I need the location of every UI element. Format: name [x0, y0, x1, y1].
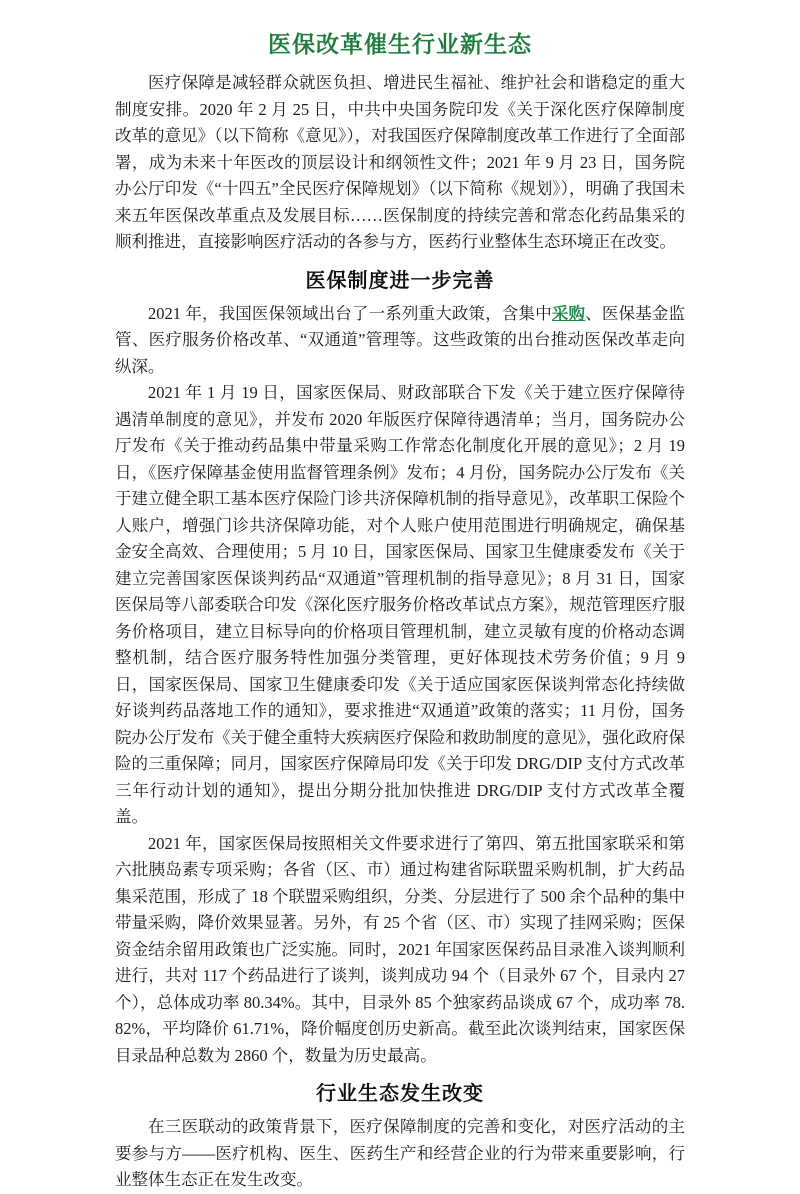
section-heading-industry-ecology: 行业生态发生改变: [316, 1083, 484, 1105]
document-page: [0, 26, 800, 1189]
policy-text-before-link: 2021 年，我国医保领域出台了一系列重大政策，含集中: [148, 303, 552, 323]
ecosystem-paragraph: 在三医联动的政策背景下，医疗保障制度的完善和变化，对医疗活动的主要参与方——医疗机构、医生、医药生产和经营企业的行为带来重要影响，行业整体生态正在发生改变。: [115, 1117, 685, 1189]
policy-text-after-link: 、医保基金监管、医疗服务价格改革、“双通道”管理等。这些政策的出台推动医保改革走向纵深。: [115, 303, 686, 376]
page-title: 医保改革催生行业新生态: [268, 32, 532, 57]
intro-paragraph: 医疗保障是减轻群众就医负担、增进民生福祉、维护社会和谐稳定的重大制度安排。2020 年 2 月 25 日，中共中央国务院印发《关于深化医疗保障制度改革的意见》（以下简称《意见》），对我国医疗保障制度改革工作进行了全面部署，成为未来十年医改的顶层设计和纲领性文件；2021 年 9 月 23 日，国务院办公厅印发《“十四五”全民医疗保障规划》（以下简称《规划》），明确了我国未来五年医保改革重点及发展目标……医保制度的持续完善和常态化药品集采的顺利推进，直接影响医疗活动的各参与方，医药行业整体生态环境正在改变。: [115, 73, 685, 251]
procurement-link[interactable]: 采购: [551, 303, 586, 323]
document-body: [115, 70, 685, 1194]
section-heading-insurance-system: 医保制度进一步完善: [305, 269, 495, 292]
results-paragraph: 2021 年，国家医保局按照相关文件要求进行了第四、第五批国家联采和第六批胰岛素专项采购；各省（区、市）通过构建省际联盟采购机制，扩大药品集采范围，形成了 18 个联盟采购组织，分类、分层进行了 500 余个品种的集中带量采购，降价效果显著。另外，有 25 个省（区、市）实现了挂网采购；医保资金结余留用政策也广泛实施。同时，2021 年国家医保药品目录准入谈判顺利进行，共对 117 个药品进行了谈判，谈判成功 94 个（目录外 67 个，目录内 27 个），总体成功率 80.34%。其中，目录外 85 个独家药品谈成 67 个，成功率 78.82%，平均降价 61.71%，降价幅度创历史新高。截至此次谈判结束，国家医保目录品种总数为 2860 个，数量为历史最高。: [115, 833, 685, 1065]
timeline-paragraph: 2021 年 1 月 19 日，国家医保局、财政部联合下发《关于建立医疗保障待遇清单制度的意见》，并发布 2020 年版医疗保障待遇清单；当月，国务院办公厅发布《关于推动药品集中带量采购工作常态化制度化开展的意见》；2 月 19 日，《医疗保障基金使用监督管理条例》发布；4 月份，国务院办公厅发布《关于建立健全职工基本医疗保险门诊共济保障机制的指导意见》，改革职工保险个人账户，增强门诊共济保障功能，对个人账户使用范围进行明确规定，确保基金安全高效、合理使用；5 月 10 日，国家医保局、国家卫生健康委发布《关于建立完善国家医保谈判药品“双通道”管理机制的指导意见》；8 月 31 日，国家医保局等八部委联合印发《深化医疗服务价格改革试点方案》，规范管理医疗服务价格项目，建立目标导向的价格项目管理机制，建立灵敏有度的价格动态调整机制，结合医疗服务特性加强分类管理，更好体现技术劳务价值；9 月 9 日，国家医保局、国家卫生健康委印发《关于适应国家医保谈判常态化持续做好谈判药品落地工作的通知》，要求推进“双通道”政策的落实；11 月份，国务院办公厅发布《关于健全重特大疾病医疗保险和救助制度的意见》，强化政府保险的三重保障；同月，国家医疗保障局印发《关于印发 DRG/DIP 支付方式改革三年行动计划的通知》，提出分期分批加快推进 DRG/DIP 支付方式改革全覆盖。: [115, 383, 685, 826]
policy-paragraph: [115, 301, 685, 381]
